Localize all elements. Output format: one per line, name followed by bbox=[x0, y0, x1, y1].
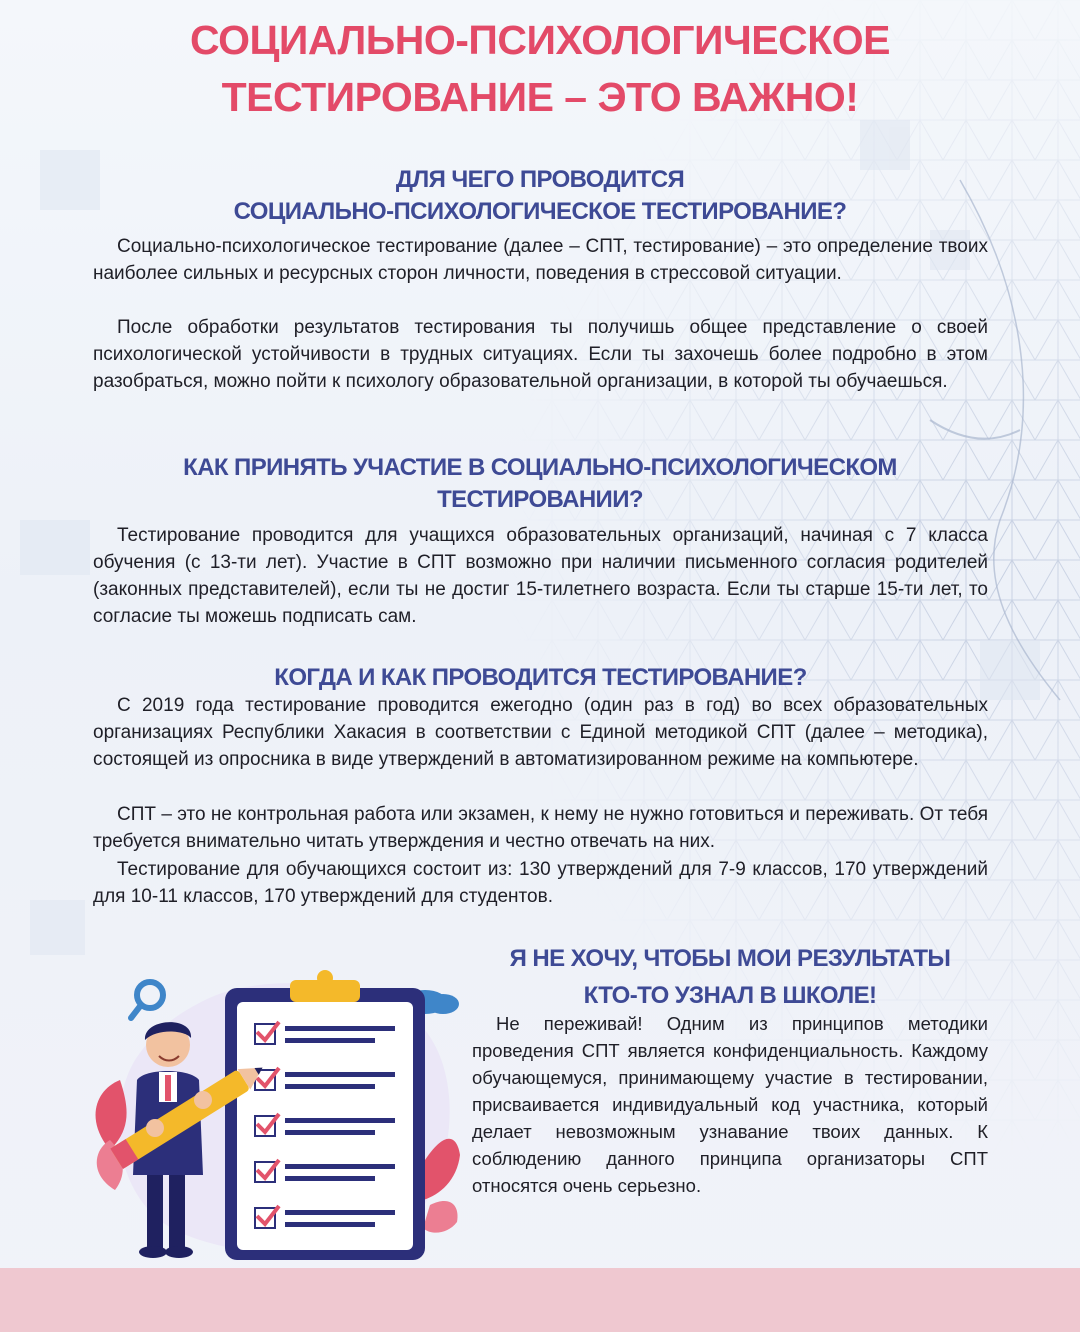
section-heading-when-how bbox=[93, 662, 988, 694]
page-title-line2: ТЕСТИРОВАНИЕ – ЭТО ВАЖНО! bbox=[221, 74, 859, 120]
section-heading-line: ДЛЯ ЧЕГО ПРОВОДИТСЯ bbox=[395, 166, 685, 193]
section-paragraph: С 2019 года тестирование проводится ежегодно (один раз в год) во всех образовательных организациях Республики Хакасия в соответствии с Единой методикой СПТ (далее – методика), состоящей из опросника в виде утверждений в автоматизированном режиме на компьютере. bbox=[93, 695, 988, 770]
magnifier-icon bbox=[131, 982, 163, 1018]
section-paragraph: Тестирование для обучающихся состоит из: 130 утверждений для 7-9 классов, 170 утверждений для 10-11 классов, 170 утверждений для студентов. bbox=[93, 859, 988, 907]
checklist-illustration bbox=[85, 960, 465, 1270]
page-title-line1: СОЦИАЛЬНО-ПСИХОЛОГИЧЕСКОЕ bbox=[190, 17, 890, 63]
page-title bbox=[0, 12, 1080, 126]
bottom-bar bbox=[0, 1268, 1080, 1332]
section-heading-participation bbox=[80, 452, 1000, 516]
section-heading-line: ТЕСТИРОВАНИИ? bbox=[437, 486, 643, 513]
section-paragraph: Тестирование проводится для учащихся образовательных организаций, начиная с 7 класса обучения (с 13-ти лет). Участие в СПТ возможно при наличии письменного согласия родителей (законных представителей), если ты не достиг 15-тилетнего возраста. Если ты старше 15-ти лет, то согласие ты можешь подписать сам. bbox=[93, 525, 988, 627]
section-heading-line: КТО-ТО УЗНАЛ В ШКОЛЕ! bbox=[583, 982, 877, 1009]
section-heading-line: Я НЕ ХОЧУ, ЧТОБЫ МОИ РЕЗУЛЬТАТЫ bbox=[509, 945, 951, 972]
section-paragraph: Не переживай! Одним из принципов методики проведения СПТ является конфиденциальность. Каждому обучающемуся, принимающему участие в тестировании, присваивается индивидуальный код участника, который делает невозможным узнавание твоих данных. К соблюдению данного принципа организаторы СПТ относятся очень серьезно. bbox=[472, 1013, 988, 1196]
section-paragraph: СПТ – это не контрольная работа или экзамен, к нему не нужно готовиться и переживать. От тебя требуется внимательно читать утверждения и честно отвечать на них. bbox=[93, 804, 988, 852]
section-paragraph: После обработки результатов тестирования ты получишь общее представление о своей психологической устойчивости в трудных ситуациях. Если ты захочешь более подробно в этом разобраться, можно пойти к психологу образовательной организации, в которой ты обучаешься. bbox=[93, 317, 988, 392]
section-heading-line: КОГДА И КАК ПРОВОДИТСЯ ТЕСТИРОВАНИЕ? bbox=[274, 664, 807, 691]
section-heading-confidentiality bbox=[460, 940, 1000, 1014]
section-paragraph: Социально-психологическое тестирование (далее – СПТ, тестирование) – это определение твоих наиболее сильных и ресурсных сторон личности, поведения в стрессовой ситуации. bbox=[93, 236, 988, 284]
section-heading-line: СОЦИАЛЬНО-ПСИХОЛОГИЧЕСКОЕ ТЕСТИРОВАНИЕ? bbox=[233, 198, 847, 225]
section-heading-line: КАК ПРИНЯТЬ УЧАСТИЕ В СОЦИАЛЬНО-ПСИХОЛОГИЧЕСКОМ bbox=[183, 454, 897, 481]
section-heading-purpose bbox=[100, 164, 980, 228]
